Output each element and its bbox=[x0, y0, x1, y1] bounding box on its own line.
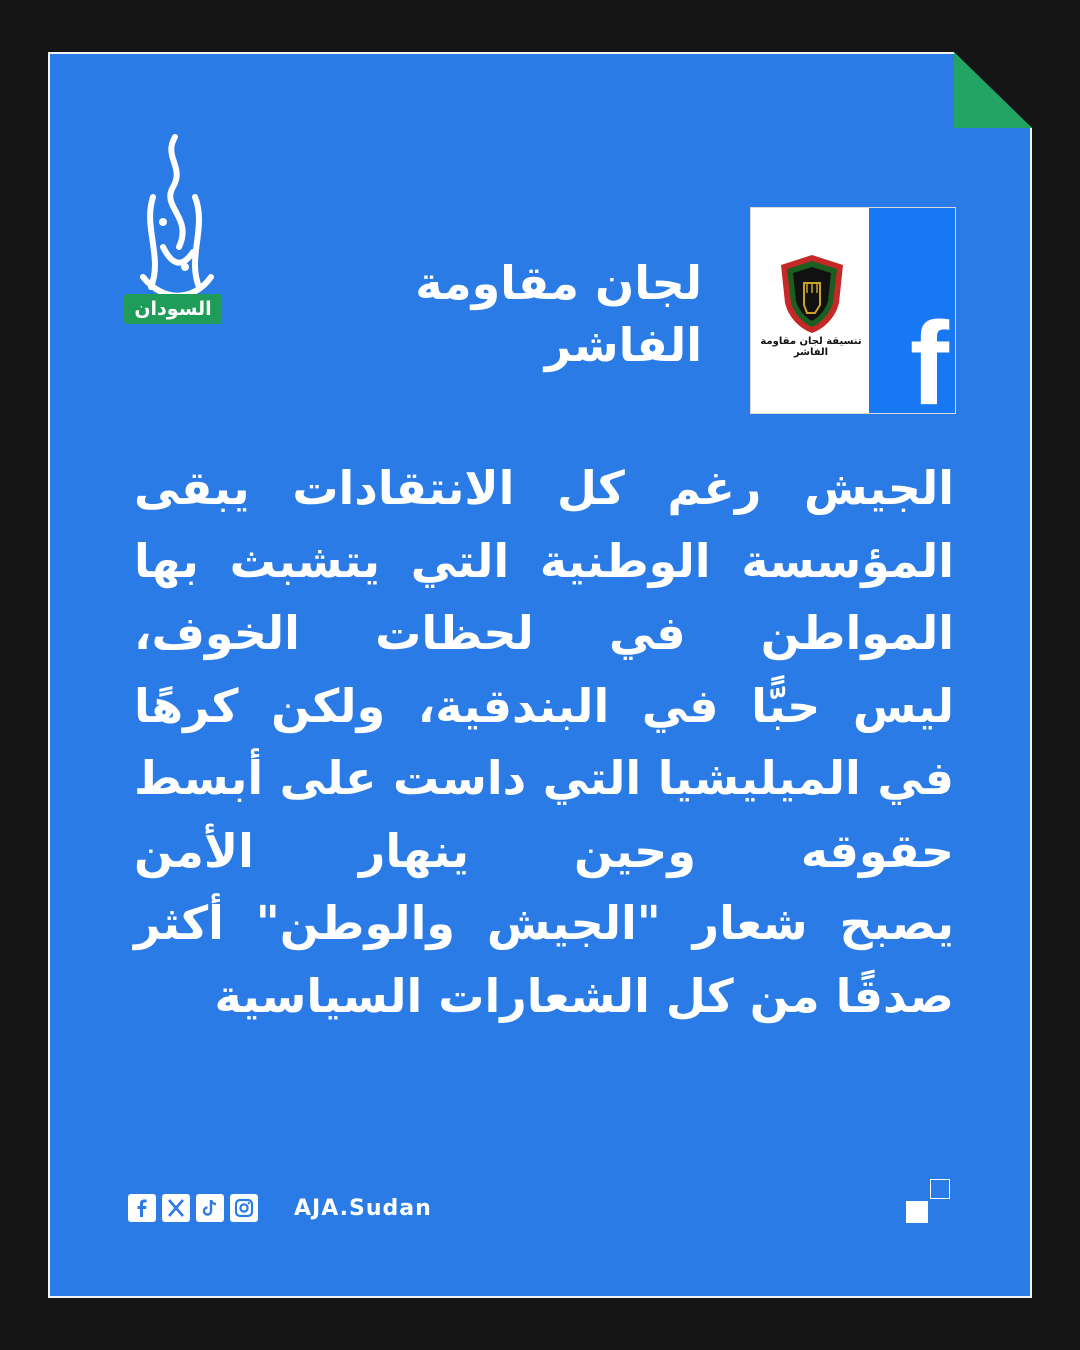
quote-line: حقوقه وحين ينهار الأمن bbox=[134, 823, 954, 878]
account-handle[interactable]: AJA.Sudan bbox=[294, 1195, 432, 1221]
source-title-line1: لجان مقاومة bbox=[415, 256, 702, 310]
source-title bbox=[282, 252, 702, 376]
quote-card bbox=[48, 52, 1032, 1298]
tiktok-icon[interactable] bbox=[196, 1194, 224, 1222]
quote-line: يصبح شعار "الجيش والوطن" أكثر bbox=[134, 896, 954, 950]
facebook-strip bbox=[869, 208, 955, 430]
quote-line: صدقًا من كل الشعارات السياسية bbox=[214, 968, 954, 1023]
outline-square bbox=[930, 1179, 950, 1199]
x-icon[interactable] bbox=[162, 1194, 190, 1222]
quote-line: المؤسسة الوطنية التي يتشبث بها bbox=[134, 533, 954, 588]
instagram-icon[interactable] bbox=[230, 1194, 258, 1222]
footer bbox=[128, 1194, 432, 1222]
quote-text bbox=[134, 452, 954, 1032]
region-badge: السودان bbox=[124, 294, 222, 324]
source-card bbox=[750, 207, 956, 430]
decorative-squares bbox=[906, 1179, 952, 1225]
source-title-line2: الفاشر bbox=[544, 318, 702, 372]
facebook-icon[interactable] bbox=[128, 1194, 156, 1222]
quote-line: في الميليشيا التي داست على أبسط bbox=[134, 751, 954, 805]
quote-line: المواطن في لحظات الخوف، bbox=[134, 606, 954, 660]
filled-square bbox=[906, 1201, 928, 1223]
quote-line: ليس حبًّا في البندقية، ولكن كرهًا bbox=[134, 678, 954, 733]
quote-line: الجيش رغم كل الانتقادات يبقى bbox=[134, 461, 954, 515]
facebook-icon: f bbox=[909, 298, 949, 430]
source-card-caption: تنسيقة لجان مقاومة الفاشر bbox=[760, 336, 862, 358]
resistance-shield-logo bbox=[777, 253, 847, 335]
